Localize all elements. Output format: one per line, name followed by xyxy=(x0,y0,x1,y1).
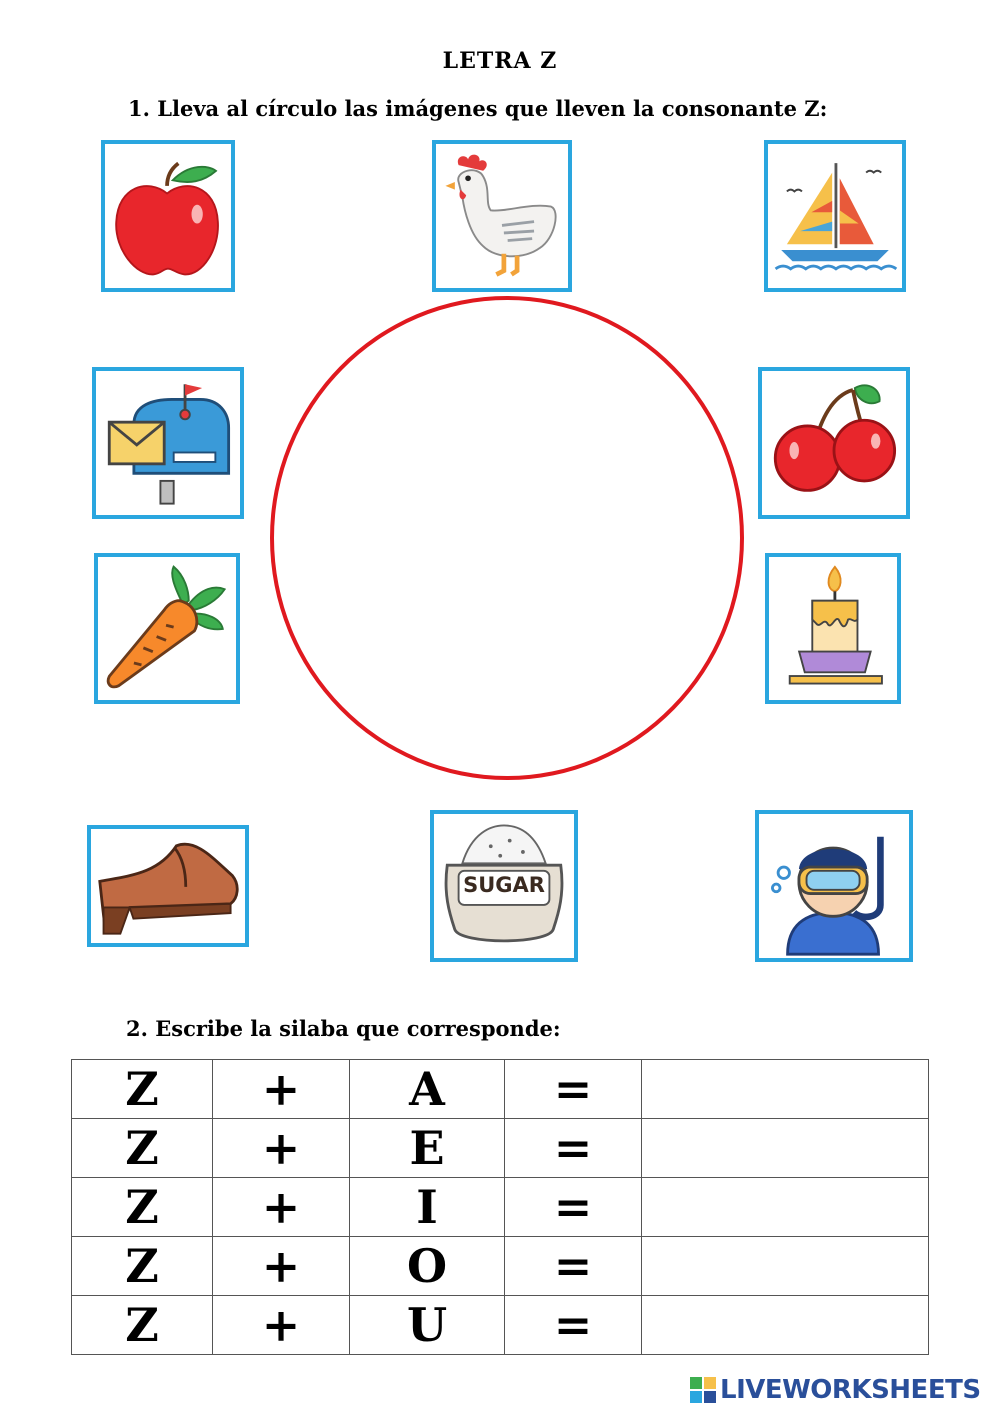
brand-text: LIVEWORKSHEETS xyxy=(720,1375,981,1405)
clog-icon xyxy=(91,829,245,943)
candle-icon xyxy=(769,557,897,700)
equals-cell: = xyxy=(505,1178,642,1237)
vowel-cell: A xyxy=(350,1060,505,1119)
plus-cell: + xyxy=(213,1237,350,1296)
sailboat-icon xyxy=(768,144,902,288)
syllable-table xyxy=(71,1059,929,1355)
vowel-cell: O xyxy=(350,1237,505,1296)
card-sugar[interactable] xyxy=(430,810,578,962)
consonant-cell: Z xyxy=(72,1296,213,1355)
carrot-icon xyxy=(98,557,236,700)
mailbox-icon xyxy=(96,371,240,515)
plus-cell: + xyxy=(213,1296,350,1355)
hen-icon xyxy=(436,144,568,288)
plus-cell: + xyxy=(213,1119,350,1178)
consonant-cell: Z xyxy=(72,1119,213,1178)
card-carrot[interactable] xyxy=(94,553,240,704)
answer-field[interactable] xyxy=(642,1178,929,1237)
equals-cell: = xyxy=(505,1237,642,1296)
card-clog[interactable] xyxy=(87,825,249,947)
vowel-cell: E xyxy=(350,1119,505,1178)
consonant-cell: Z xyxy=(72,1060,213,1119)
consonant-cell: Z xyxy=(72,1178,213,1237)
card-hen[interactable] xyxy=(432,140,572,292)
syllable-row xyxy=(72,1060,929,1119)
plus-cell: + xyxy=(213,1178,350,1237)
answer-field[interactable] xyxy=(642,1119,929,1178)
drop-target-circle[interactable] xyxy=(270,296,744,780)
vowel-cell: I xyxy=(350,1178,505,1237)
card-diver[interactable] xyxy=(755,810,913,962)
instruction-1: 1. Lleva al círculo las imágenes que lleven la consonante Z: xyxy=(128,96,828,121)
answer-field[interactable] xyxy=(642,1296,929,1355)
equals-cell: = xyxy=(505,1296,642,1355)
card-candle[interactable] xyxy=(765,553,901,704)
consonant-cell: Z xyxy=(72,1237,213,1296)
plus-cell: + xyxy=(213,1060,350,1119)
answer-field[interactable] xyxy=(642,1237,929,1296)
syllable-row xyxy=(72,1178,929,1237)
equals-cell: = xyxy=(505,1060,642,1119)
card-apple[interactable] xyxy=(101,140,235,292)
vowel-cell: U xyxy=(350,1296,505,1355)
cherries-icon xyxy=(762,371,906,515)
answer-field[interactable] xyxy=(642,1060,929,1119)
liveworksheets-logo-icon xyxy=(690,1377,716,1403)
card-cherries[interactable] xyxy=(758,367,910,519)
liveworksheets-brand xyxy=(690,1374,981,1406)
card-sailboat[interactable] xyxy=(764,140,906,292)
diver-icon xyxy=(759,814,909,958)
apple-icon xyxy=(105,144,231,288)
instruction-2: 2. Escribe la silaba que corresponde: xyxy=(126,1016,561,1041)
equals-cell: = xyxy=(505,1119,642,1178)
sugar-label: SUGAR xyxy=(463,873,545,898)
syllable-row xyxy=(72,1237,929,1296)
worksheet-title: LETRA Z xyxy=(442,48,558,74)
syllable-row xyxy=(72,1296,929,1355)
card-mailbox[interactable] xyxy=(92,367,244,519)
syllable-row xyxy=(72,1119,929,1178)
